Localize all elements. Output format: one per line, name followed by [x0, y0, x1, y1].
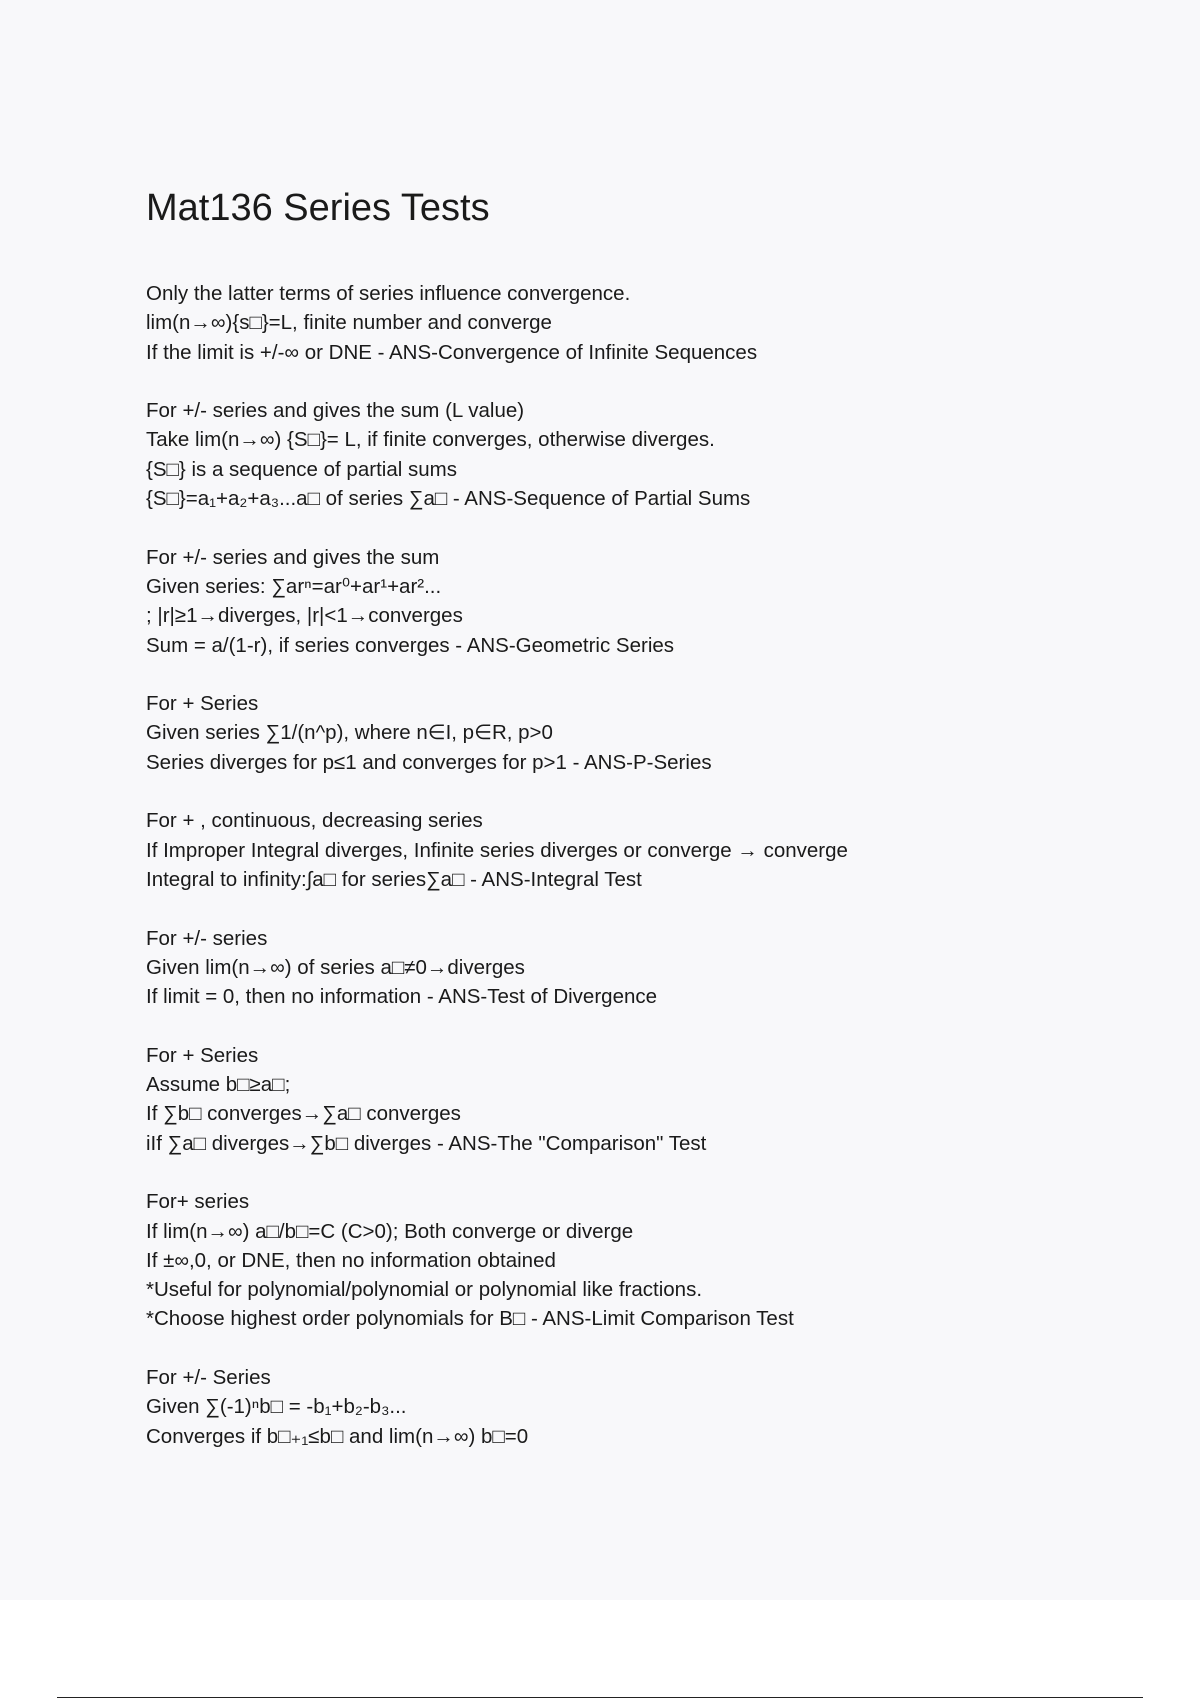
card-line: ; |r|≥1→diverges, |r|<1→converges: [146, 604, 463, 628]
document-title: Mat136 Series Tests: [146, 187, 490, 229]
card-line: For +/- Series: [146, 1365, 271, 1389]
flashcard-test-of-divergence: [146, 924, 1146, 1012]
card-line: {S□}=a₁+a₂+a₃...a□ of series ∑a□ - ANS-Sequence of Partial Sums: [146, 487, 751, 511]
card-line: iIf ∑a□ diverges→∑b□ diverges - ANS-The "Comparison" Test: [146, 1131, 707, 1155]
card-line: If limit = 0, then no information - ANS-Test of Divergence: [146, 985, 658, 1009]
flashcard-convergence-of-infinite-sequences: [146, 279, 1146, 367]
card-line: *Useful for polynomial/polynomial or polynomial like fractions.: [146, 1278, 703, 1302]
flashcard-p-series: [146, 689, 1146, 777]
card-line: Sum = a/(1-r), if series converges - ANS-Geometric Series: [146, 633, 675, 657]
card-line: *Choose highest order polynomials for B□ - ANS-Limit Comparison Test: [146, 1307, 794, 1331]
card-line: Integral to infinity:∫a□ for series∑a□ - ANS-Integral Test: [146, 867, 642, 891]
card-line: For +/- series: [146, 926, 268, 950]
card-line: Given lim(n→∞) of series a□≠0→diverges: [146, 955, 525, 979]
flashcard-limit-comparison-test: [146, 1187, 1146, 1333]
card-line: If the limit is +/-∞ or DNE - ANS-Convergence of Infinite Sequences: [146, 340, 758, 364]
card-line: Take lim(n→∞) {S□}= L, if finite converges, otherwise diverges.: [146, 428, 715, 452]
card-line: If ±∞,0, or DNE, then no information obtained: [146, 1248, 556, 1272]
card-line: Given ∑(-1)ⁿb□ = -b₁+b₂-b₃...: [146, 1395, 407, 1419]
card-line: {S□} is a sequence of partial sums: [146, 457, 457, 481]
card-line: If ∑b□ converges→∑a□ converges: [146, 1102, 461, 1126]
flashcard-integral-test: [146, 806, 1146, 894]
card-line: Assume b□≥a□;: [146, 1073, 291, 1097]
card-line: Series diverges for p≤1 and converges for p>1 - ANS-P-Series: [146, 750, 712, 774]
card-line: For + Series: [146, 692, 259, 716]
card-line: For+ series: [146, 1190, 250, 1214]
card-line: If lim(n→∞) a□/b□=C (C>0); Both converge or diverge: [146, 1219, 634, 1243]
card-line: Converges if b□₊₁≤b□ and lim(n→∞) b□=0: [146, 1424, 529, 1448]
flashcard-alternating-series: [146, 1363, 1146, 1451]
card-line: For + , continuous, decreasing series: [146, 809, 483, 833]
card-line: Only the latter terms of series influence convergence.: [146, 282, 631, 305]
document-body: [146, 279, 1146, 1480]
card-line: If Improper Integral diverges, Infinite series diverges or converge → converge: [146, 838, 848, 862]
flashcard-sequence-of-partial-sums: [146, 396, 1146, 513]
card-line: For + Series: [146, 1043, 259, 1067]
flashcard-comparison-test: [146, 1041, 1146, 1158]
footer-divider: [57, 1697, 1143, 1698]
card-line: lim(n→∞){s□}=L, finite number and converge: [146, 311, 552, 335]
card-line: For +/- series and gives the sum: [146, 545, 440, 569]
flashcard-geometric-series: [146, 543, 1146, 660]
card-line: Given series: ∑arⁿ=ar⁰+ar¹+ar²...: [146, 574, 442, 598]
card-line: For +/- series and gives the sum (L value): [146, 399, 525, 423]
card-line: Given series ∑1/(n^p), where n∈I, p∈R, p>0: [146, 721, 553, 745]
